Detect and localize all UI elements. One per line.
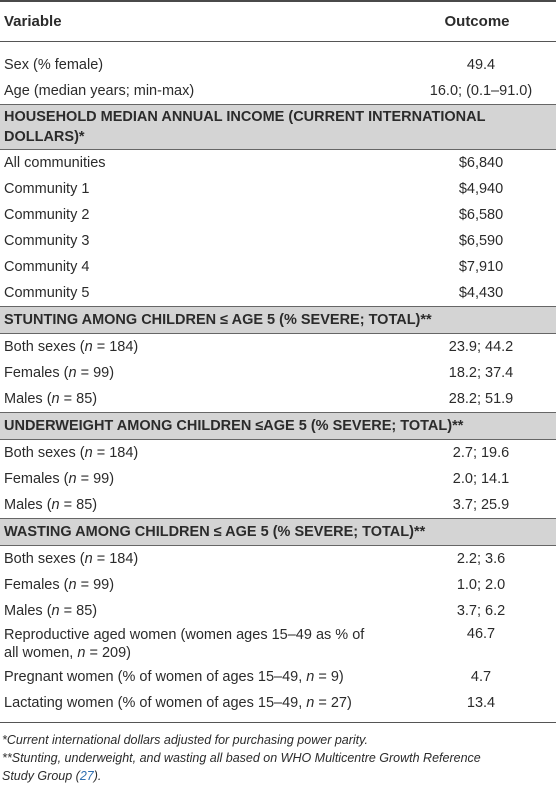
row-outcome: 46.7 — [466, 626, 496, 642]
row-variable: Community 2 — [4, 207, 90, 223]
footnote-1: *Current international dollars adjusted for purchasing power parity. — [2, 733, 368, 747]
row-variable: Males (n = 85) — [4, 497, 98, 513]
table-row — [0, 664, 556, 690]
table-row — [0, 228, 556, 254]
table-row — [0, 150, 556, 176]
section-income-heading: HOUSEHOLD MEDIAN ANNUAL INCOME (CURRENT INTERNATIONAL DOLLARS)* — [0, 104, 556, 150]
row-variable: Males (n = 85) — [4, 603, 98, 619]
table-header — [0, 2, 556, 42]
row-variable: Both sexes (n = 184) — [4, 445, 139, 461]
table-row — [0, 624, 556, 664]
section-wasting-heading: WASTING AMONG CHILDREN ≤ AGE 5 (% SEVERE; TOTAL)** — [0, 518, 556, 546]
row-variable: Both sexes (n = 184) — [4, 339, 139, 355]
row-outcome: 2.0; 14.1 — [452, 471, 510, 487]
table-row — [0, 78, 556, 104]
row-outcome: 2.7; 19.6 — [452, 445, 510, 461]
row-outcome: 28.2; 51.9 — [448, 391, 514, 407]
row-variable: Age (median years; min-max) — [4, 83, 195, 99]
table-row — [0, 52, 556, 78]
row-variable: Both sexes (n = 184) — [4, 551, 139, 567]
row-variable: Community 5 — [4, 285, 90, 301]
row-outcome: 2.2; 3.6 — [456, 551, 506, 567]
row-outcome: 1.0; 2.0 — [456, 577, 506, 593]
section-stunting-heading: STUNTING AMONG CHILDREN ≤ AGE 5 (% SEVERE; TOTAL)** — [0, 306, 556, 334]
table-row — [0, 690, 556, 716]
row-variable: Reproductive aged women (women ages 15–49 as % of all women, n = 209) — [4, 627, 365, 661]
header-outcome: Outcome — [444, 13, 510, 30]
table-row — [0, 572, 556, 598]
row-variable: Females (n = 99) — [4, 577, 115, 593]
table-row — [0, 598, 556, 624]
row-variable: Lactating women (% of women of ages 15–49, n = 27) — [4, 695, 352, 711]
table-row — [0, 492, 556, 518]
row-variable: Pregnant women (% of women of ages 15–49, n = 9) — [4, 669, 344, 685]
row-variable: Sex (% female) — [4, 57, 104, 73]
row-outcome: 16.0; (0.1–91.0) — [429, 83, 533, 99]
row-outcome: $6,840 — [458, 155, 504, 171]
row-outcome: $6,580 — [458, 207, 504, 223]
row-outcome: 49.4 — [466, 57, 496, 73]
table-row — [0, 280, 556, 306]
row-outcome: 3.7; 25.9 — [452, 497, 510, 513]
row-outcome: 4.7 — [470, 669, 492, 685]
row-outcome: $4,940 — [458, 181, 504, 197]
row-variable: Males (n = 85) — [4, 391, 98, 407]
row-variable: Females (n = 99) — [4, 365, 115, 381]
table-bottom-rule — [0, 722, 556, 723]
row-variable: Community 3 — [4, 233, 90, 249]
row-outcome: $7,910 — [458, 259, 504, 275]
row-outcome: 3.7; 6.2 — [456, 603, 506, 619]
row-variable: Community 4 — [4, 259, 90, 275]
section-underweight-heading: UNDERWEIGHT AMONG CHILDREN ≤AGE 5 (% SEVERE; TOTAL)** — [0, 412, 556, 440]
table-row — [0, 360, 556, 386]
row-variable: All communities — [4, 155, 106, 171]
row-outcome: $6,590 — [458, 233, 504, 249]
reference-link[interactable]: 27 — [79, 769, 94, 783]
table-row — [0, 254, 556, 280]
table-row — [0, 440, 556, 466]
header-variable: Variable — [4, 13, 62, 30]
footnote-2: **Stunting, underweight, and wasting all based on WHO Multicentre Growth Reference Study Group (27). — [2, 751, 481, 783]
table-row — [0, 176, 556, 202]
row-variable: Community 1 — [4, 181, 90, 197]
table-row — [0, 466, 556, 492]
row-outcome: 23.9; 44.2 — [448, 339, 514, 355]
row-outcome: 13.4 — [466, 695, 496, 711]
row-outcome: 18.2; 37.4 — [448, 365, 514, 381]
table-row — [0, 546, 556, 572]
table-row — [0, 386, 556, 412]
row-outcome: $4,430 — [458, 285, 504, 301]
row-variable: Females (n = 99) — [4, 471, 115, 487]
table-row — [0, 202, 556, 228]
table-row — [0, 334, 556, 360]
